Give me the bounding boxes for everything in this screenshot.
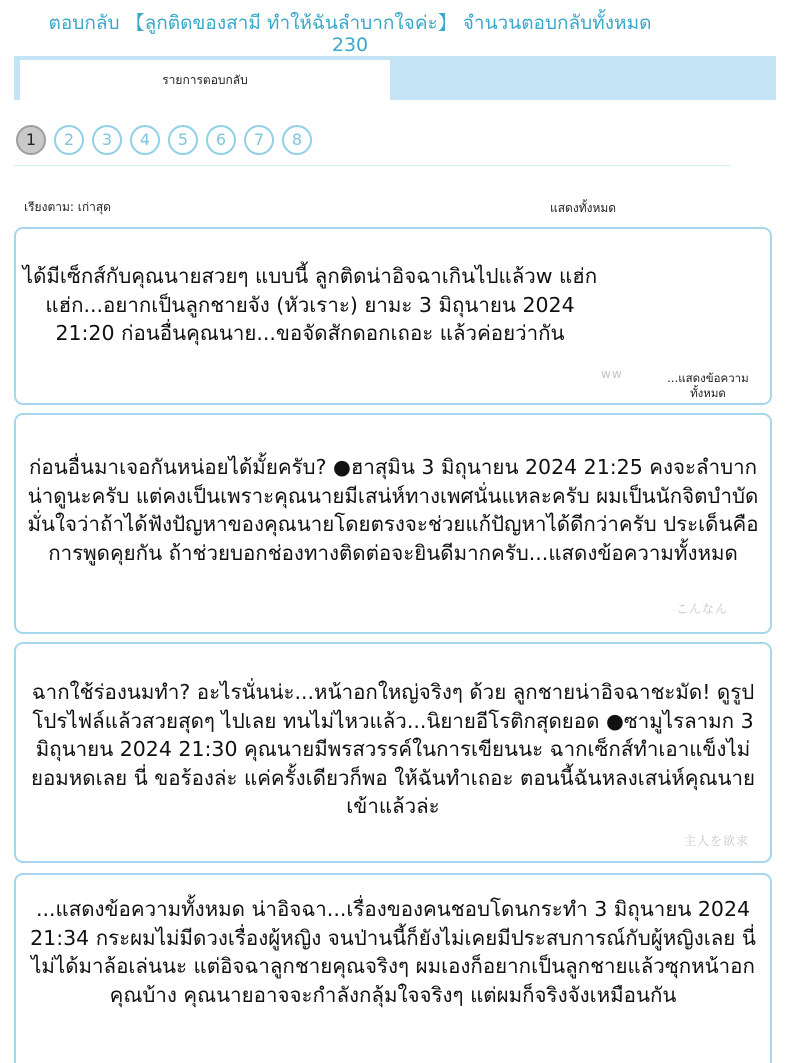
faded-text: ww [601,367,623,381]
faded-text: 主人を欲求 [684,834,750,848]
reply-text: ฉากใช้ร่องนมทำ? อะไรนั่นน่ะ...หน้าอกใหญ่จริงๆ ด้วย ลูกชายน่าอิจฉาชะมัด! ดูรูปโปรไฟล์แล้วสวยสุดๆ ไปเลย ทนไม่ไหวแล้ว...นิยายอีโรติกสุดยอด ●ซามูไรลามก 3 มิถุนายน 2024 21:30 คุณนายมีพรสวรรค์ในการเขียนนะ ฉากเซ็กส์ทำเอาแข็งไม่ยอมหดเลย นี่ ขอร้องล่ะ แค่ครั้งเดียวก็พอ ให้ฉันทำเถอะ ตอนนี้ฉันหลงเสน่ห์คุณนายเข้าแล้วล่ะ [30,680,756,818]
page-button-6[interactable]: 6 [206,125,236,155]
page-title: ตอบกลับ 【ลูกติดของสามี ทำให้ฉันลำบากใจค่ะ】 จำนวนตอบกลับทั้งหมด 230 [48,12,652,56]
reply-card [14,227,772,405]
reply-card [14,413,772,634]
reply-card [14,642,772,863]
page-button-5[interactable]: 5 [168,125,198,155]
pagination [16,125,312,155]
page-button-7[interactable]: 7 [244,125,274,155]
tab-reply-list-label: รายการตอบกลับ [162,72,248,87]
page-button-8[interactable]: 8 [282,125,312,155]
tab-reply-list[interactable] [20,60,390,100]
show-full-message-link[interactable]: ...แสดงข้อความทั้งหมด [667,371,749,400]
page-button-1[interactable]: 1 [16,125,46,155]
reply-card [14,873,772,1063]
reply-text: ...แสดงข้อความทั้งหมด น่าอิจฉา...เรื่องของคนชอบโดนกระทำ 3 มิถุนายน 2024 21:34 กระผมไม่มีดวงเรื่องผู้หญิง จนป่านนี้ก็ยังไม่เคยมีประสบการณ์กับผู้หญิงเลย นี่ไม่ได้มาล้อเล่นนะ แต่อิจฉาลูกชายคุณจริงๆ ผมเองก็อยากเป็นลูกชายแล้วซุกหน้าอกคุณบ้าง คุณนายอาจจะกำลังกลุ้มใจจริงๆ แต่ผมก็จริงจังเหมือนกัน [30,897,756,1007]
show-all-link[interactable]: แสดงทั้งหมด [550,201,617,215]
faded-text: こんなん [676,602,729,616]
reply-text: ได้มีเซ็กส์กับคุณนายสวยๆ แบบนี้ ลูกติดน่าอิจฉาเกินไปแล้วw แฮ่ก แฮ่ก...อยากเป็นลูกชายจัง (หัวเราะ) ยามะ 3 มิถุนายน 2024 21:20 ก่อนอื่นคุณนาย...ขอจัดสักดอกเถอะ แล้วค่อยว่ากัน [22,264,598,345]
page-button-3[interactable]: 3 [92,125,122,155]
sort-order-selector[interactable]: เรียงตาม: เก่าสุด [24,200,111,214]
page-button-4[interactable]: 4 [130,125,160,155]
page-button-2[interactable]: 2 [54,125,84,155]
reply-text: ก่อนอื่นมาเจอกันหน่อยได้มั้ยครับ? ●ฮาสุมิน 3 มิถุนายน 2024 21:25 คงจะลำบากน่าดูนะครับ แต่คงเป็นเพราะคุณนายมีเสน่ห์ทางเพศนั่นแหละครับ ผมเป็นนักจิตบำบัด มั่นใจว่าถ้าได้ฟังปัญหาของคุณนายโดยตรงจะช่วยแก้ปัญหาได้ดีกว่าครับ ประเด็นคือการพูดคุยกัน ถ้าช่วยบอกช่องทางติดต่อจะยินดีมากครับ...แสดงข้อความทั้งหมด [27,455,759,565]
sort-divider [14,165,730,166]
tab-bar [14,56,776,100]
